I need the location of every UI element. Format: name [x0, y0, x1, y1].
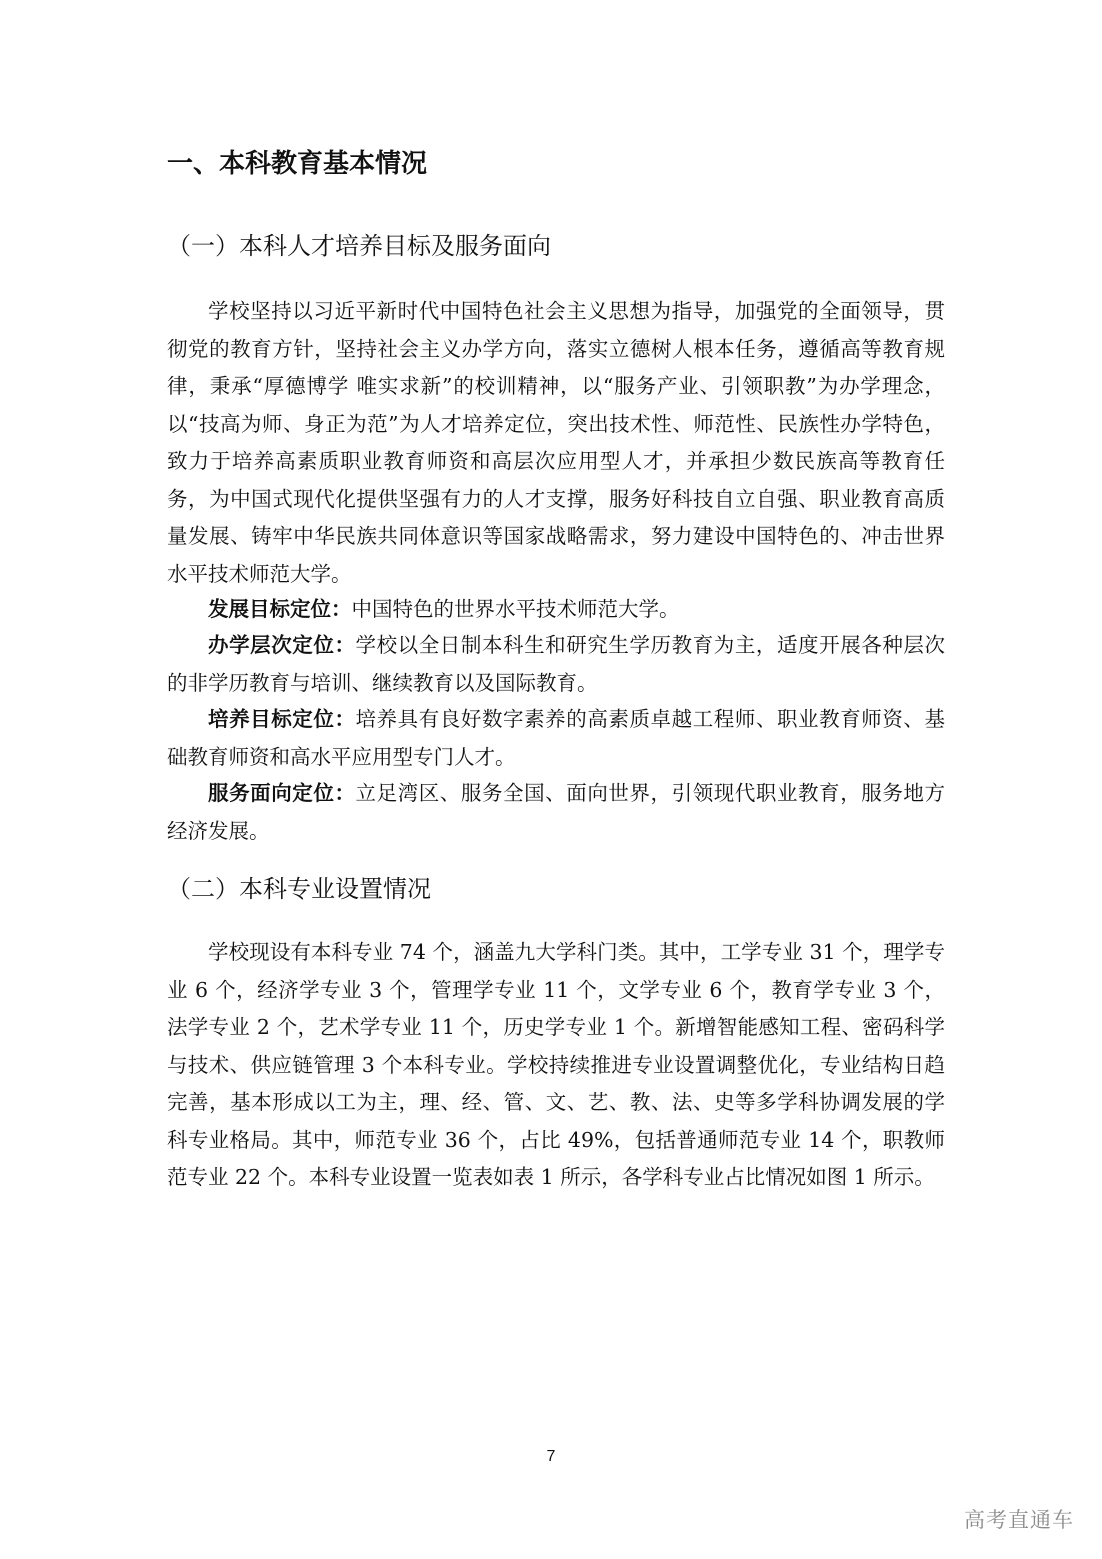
- training-goal-item: [167, 701, 945, 776]
- section-title: 一、本科教育基本情况: [167, 149, 428, 179]
- intro-paragraph: 学校坚持以习近平新时代中国特色社会主义思想为指导，加强党的全面领导，贯彻党的教育方针，坚持社会主义办学方向，落实立德树人根本任务，遵循高等教育规律，秉承“厚德博学 唯实求新”的校训精神，以“服务产业、引领职教”为办学理念，以“技高为师、身正为范”为人才培养定位，突出技术性、师范性、民族性办学特色，致力于培养高素质职业教育师资和高层次应用型人才，并承担少数民族高等教育任务，为中国式现代化提供坚强有力的人才支撑，服务好科技自立自强、职业教育高质量发展、铸牢中华民族共同体意识等国家战略需求，努力建设中国特色的、冲击世界水平技术师范大学。: [167, 299, 945, 586]
- item-text: 培养具有良好数字素养的高素质卓越工程师、职业教育师资、基础教育师资和高水平应用型专门人才。: [167, 707, 945, 769]
- item-text: 中国特色的世界水平技术师范大学。: [351, 597, 680, 621]
- education-level-item: [167, 627, 945, 702]
- item-text: 学校以全日制本科生和研究生学历教育为主，适度开展各种层次的非学历教育与培训、继续教育以及国际教育。: [167, 633, 945, 695]
- page-number: 7: [546, 1448, 556, 1465]
- item-label: 培养目标定位：: [208, 707, 356, 731]
- development-goal-item: [167, 591, 945, 629]
- item-text: 立足湾区、服务全国、面向世界，引领现代职业教育，服务地方经济发展。: [167, 781, 945, 843]
- subsection-2-title: （二）本科专业设置情况: [167, 875, 431, 903]
- item-label: 办学层次定位：: [208, 633, 356, 657]
- item-label: 服务面向定位：: [208, 781, 356, 805]
- watermark-text: 高考直通车: [964, 1508, 1074, 1532]
- subsection-1-title: （一）本科人才培养目标及服务面向: [167, 232, 551, 260]
- service-orientation-item: [167, 775, 945, 850]
- majors-paragraph: 学校现设有本科专业 74 个，涵盖九大学科门类。其中，工学专业 31 个，理学专业 6 个，经济学专业 3 个，管理学专业 11 个，文学专业 6 个，教育学专业 3 个，法学专业 2 个，艺术学专业 11 个，历史学专业 1 个。新增智能感知工程、密码科学与技术、供应链管理 3 个本科专业。学校持续推进专业设置调整优化，专业结构日趋完善，基本形成以工为主，理、经、管、文、艺、教、法、史等多学科协调发展的学科专业格局。其中，师范专业 36 个，占比 49%，包括普通师范专业 14 个，职教师范专业 22 个。本科专业设置一览表如表 1 所示，各学科专业占比情况如图 1 所示。: [167, 940, 945, 1189]
- item-label: 发展目标定位：: [208, 597, 352, 621]
